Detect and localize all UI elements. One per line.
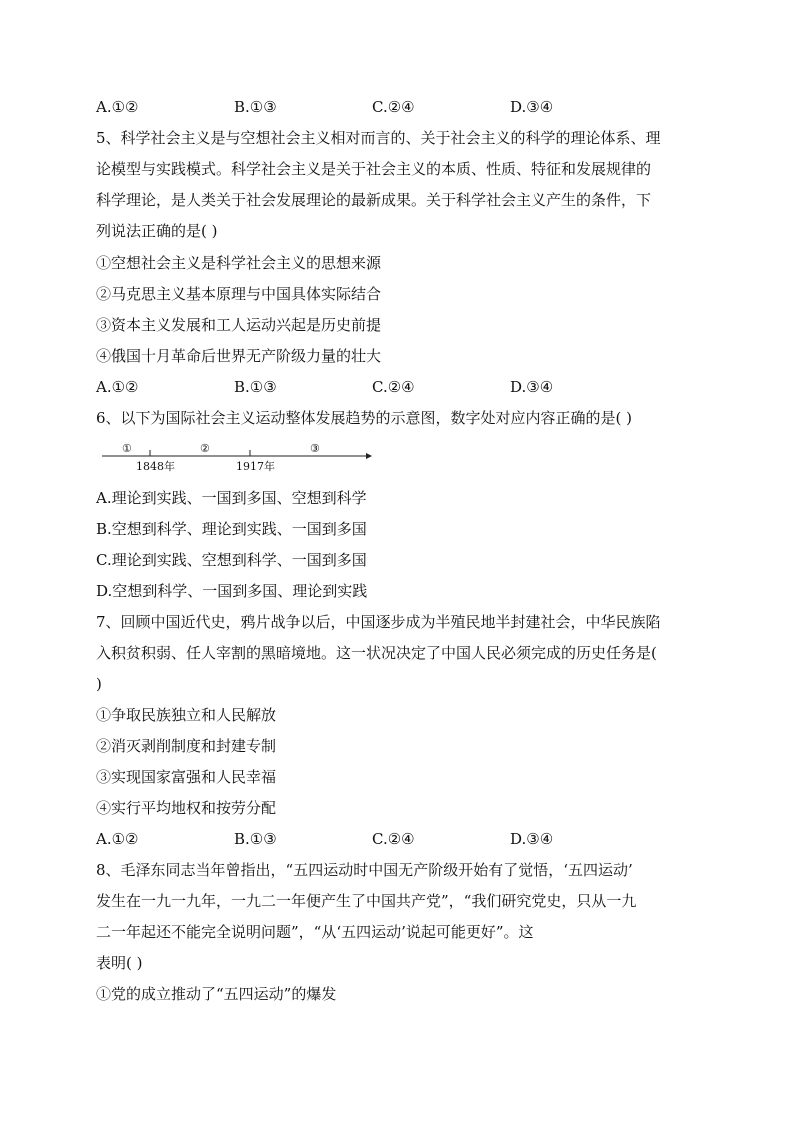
q5-item-4: ④俄国十月革命后世界无产阶级力量的壮大	[96, 347, 382, 365]
q6-option-c[interactable]: C.理论到实践、空想到科学、一国到多国	[96, 551, 367, 569]
q5-item-3: ③资本主义发展和工人运动兴起是历史前提	[96, 316, 382, 334]
q6-option-a[interactable]: A.理论到实践、一国到多国、空想到科学	[96, 489, 367, 507]
q4-options	[96, 97, 696, 117]
q7-item-2: ②消灭剥削制度和封建专制	[96, 737, 277, 755]
timeline-marker-1: ①	[122, 442, 132, 455]
q8-stem-line-4: 表明( )	[96, 954, 143, 972]
q7-option-d[interactable]: D.③④	[510, 830, 554, 848]
timeline-date-1917: 1917年	[236, 460, 275, 473]
q8-stem-line-3: 二一年起还不能完全说明问题”，“从‘五四运动’说起可能更好”。这	[96, 923, 534, 941]
q5-option-d[interactable]: D.③④	[510, 378, 554, 396]
q5-item-1: ①空想社会主义是科学社会主义的思想来源	[96, 254, 382, 272]
timeline-marker-3: ③	[310, 442, 320, 455]
q4-option-d[interactable]: D.③④	[510, 98, 554, 116]
q7-item-3: ③实现国家富强和人民幸福	[96, 768, 277, 786]
q5-item-2: ②马克思主义基本原理与中国具体实际结合	[96, 285, 382, 303]
q5-option-b[interactable]: B.①③	[234, 378, 277, 396]
q5-option-c[interactable]: C.②④	[372, 378, 415, 396]
q7-option-b[interactable]: B.①③	[234, 830, 277, 848]
q5-stem-line-1: 5、科学社会主义是与空想社会主义相对而言的、关于社会主义的科学的理论体系、理	[96, 129, 661, 147]
q6-option-b[interactable]: B.空想到科学、理论到实践、一国到多国	[96, 520, 367, 538]
q7-option-c[interactable]: C.②④	[372, 830, 415, 848]
q4-option-a[interactable]: A.①②	[96, 98, 139, 116]
q8-item-1: ①党的成立推动了“五四运动”的爆发	[96, 985, 337, 1003]
q8-stem-line-2: 发生在一九一九年，一九二一年便产生了中国共产党”，“我们研究党史，只从一九	[96, 892, 637, 910]
q7-item-4: ④实行平均地权和按劳分配	[96, 799, 277, 817]
q7-stem-line-2: 入积贫积弱、任人宰割的黑暗境地。这一状况决定了中国人民必须完成的历史任务是(	[96, 644, 657, 662]
timeline-svg	[100, 440, 380, 476]
q7-item-1: ①争取民族独立和人民解放	[96, 706, 277, 724]
q5-stem-line-2: 论模型与实践模式。科学社会主义是关于社会主义的本质、性质、特征和发展规律的	[96, 160, 652, 178]
q7-stem-line-3: )	[96, 675, 102, 693]
q6-stem: 6、以下为国际社会主义运动整体发展趋势的示意图，数字处对应内容正确的是( )	[96, 409, 633, 427]
q4-option-c[interactable]: C.②④	[372, 98, 415, 116]
q6-option-d[interactable]: D.空想到科学、一国到多国、理论到实践	[96, 582, 368, 600]
timeline-date-1848: 1848年	[136, 460, 175, 473]
q4-option-b[interactable]: B.①③	[234, 98, 277, 116]
q8-stem-line-1: 8、毛泽东同志当年曾指出，“五四运动时中国无产阶级开始有了觉悟，‘五四运动’	[96, 861, 633, 879]
timeline-marker-2: ②	[200, 442, 210, 455]
q6-timeline-diagram	[100, 440, 380, 476]
q7-option-a[interactable]: A.①②	[96, 830, 139, 848]
q7-stem-line-1: 7、回顾中国近代史，鸦片战争以后，中国逐步成为半殖民地半封建社会，中华民族陷	[96, 613, 661, 631]
timeline-arrow-icon	[366, 453, 372, 459]
q7-options	[96, 829, 696, 849]
q5-option-a[interactable]: A.①②	[96, 378, 139, 396]
q5-stem-line-3: 科学理论，是人类关于社会发展理论的最新成果。关于科学社会主义产生的条件，下	[96, 191, 652, 209]
q5-options	[96, 377, 696, 397]
q5-stem-line-4: 列说法正确的是( )	[96, 222, 218, 240]
